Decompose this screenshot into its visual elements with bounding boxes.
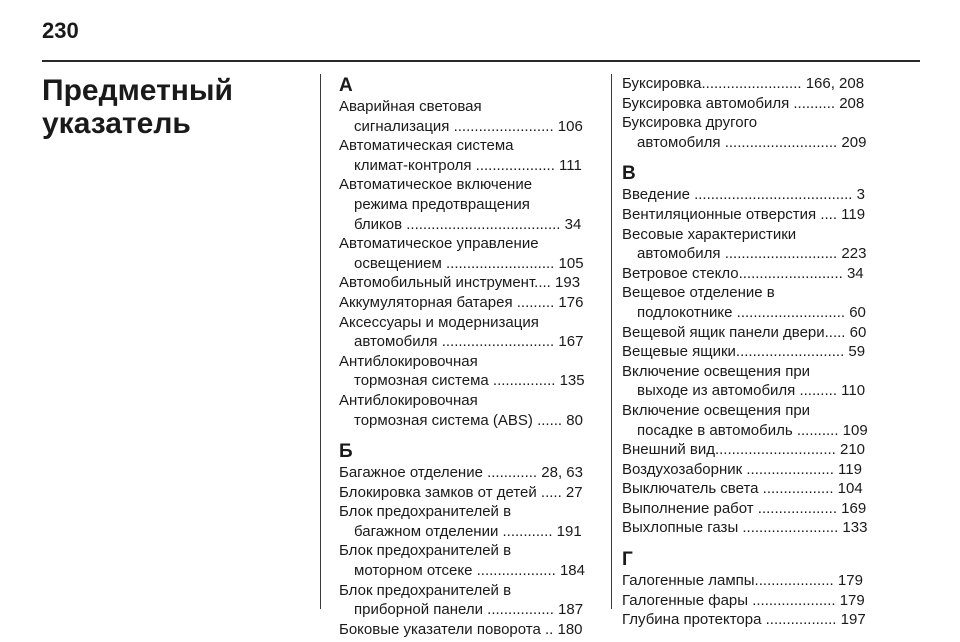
index-entry[interactable] [622,571,910,591]
index-section [622,74,910,152]
entry-continuation: освещением .......................... 105 [354,254,584,272]
entry-term: Аксессуары и модернизация [339,313,539,331]
section-letter: Г [622,549,633,571]
index-title [42,74,312,140]
index-entry[interactable] [622,283,910,322]
entry-term: Блок предохранителей в [339,542,512,560]
entry-term: Автоматическое включение [339,176,533,194]
index-entry[interactable] [622,401,910,440]
entry-continuation: тормозная система (ABS) ...... 80 [354,411,583,429]
index-entry[interactable] [622,225,910,264]
index-entry[interactable] [622,342,910,362]
index-entry[interactable] [622,591,910,611]
entry-term: Автоматическая система [339,137,514,155]
entry-continuation: сигнализация ........................ 106 [354,117,583,135]
entry-continuation: приборной панели ................ 187 [354,601,584,619]
entry-continuation: автомобиля ........................... 223 [637,245,867,263]
index-entry[interactable] [339,136,602,175]
entry-term: Глубина протектора ................. 197 [622,611,866,629]
index-entry[interactable] [622,323,910,343]
entry-term: Галогенные лампы................... 179 [622,572,863,590]
entry-term: Вентиляционные отверстия .... 119 [622,205,866,223]
entry-term: Выполнение работ ................... 169 [622,499,867,517]
index-entry[interactable] [339,541,602,580]
index-entry[interactable] [339,175,602,234]
index-entry[interactable] [622,264,910,284]
entry-term: Автоматическое управление [339,235,539,253]
entry-continuation: автомобиля ........................... 167 [354,333,584,351]
index-entry[interactable] [339,391,602,430]
entry-term: Ветровое стекло......................... 34 [622,264,864,282]
entry-term: Воздухозаборник ..................... 119 [622,460,862,478]
entry-term: Блок предохранителей в [339,503,512,521]
index-entry[interactable] [622,499,910,519]
entry-continuation: автомобиля ........................... 209 [637,133,867,151]
entry-term: Галогенные фары .................... 179 [622,591,865,609]
index-entry[interactable] [339,581,602,620]
page-number: 230 [42,18,79,43]
index-entry[interactable] [622,94,910,114]
section-letter: А [339,75,353,96]
entry-continuation: моторном отсеке ................... 184 [354,562,585,580]
entry-term: Блокировка замков от детей ..... 27 [339,483,583,501]
entry-term: Внешний вид............................. 210 [622,441,866,459]
header-rule [42,60,920,62]
entry-term: Выхлопные газы ....................... 133 [622,519,868,537]
section-letter: Б [339,441,353,463]
entry-term: Буксировка автомобиля .......... 208 [622,94,865,112]
index-section [622,548,910,630]
index-entry[interactable] [622,518,910,538]
entry-continuation: подлокотнике .......................... 60 [637,303,866,321]
entry-continuation: климат-контроля ................... 111 [354,156,582,174]
index-entry[interactable] [339,97,602,136]
entry-continuation: выходе из автомобиля ......... 110 [637,382,866,400]
entry-term: Вещевые ящики.......................... 59 [622,343,866,361]
index-entry[interactable] [339,352,602,391]
entry-term: Антиблокировочная [339,391,478,409]
index-entry[interactable] [339,483,602,503]
entry-term: Автомобильный инструмент.... 193 [339,274,581,292]
index-entry[interactable] [622,479,910,499]
index-section [339,74,602,430]
index-entry[interactable] [339,502,602,541]
index-section [622,162,910,538]
entry-term: Боковые указатели поворота .. 180 [339,620,583,638]
index-entry[interactable] [622,113,910,152]
entry-term: Антиблокировочная [339,352,478,370]
entry-term: Буксировка........................ 166, 208 [622,75,865,92]
entry-term: Аварийная световая [339,98,482,115]
index-entry[interactable] [622,74,910,94]
entry-term: Блок предохранителей в [339,581,512,599]
index-entry[interactable] [339,620,602,640]
entry-continuation: посадке в автомобиль .......... 109 [637,421,868,439]
index-entry[interactable] [622,460,910,480]
index-title-line-1: Предметный [42,74,233,107]
entry-term: Введение ...................................... 3 [622,186,865,204]
index-entry[interactable] [339,293,602,313]
index-column-1 [339,74,602,639]
entry-continuation: тормозная система ............... 135 [354,372,585,390]
index-entry[interactable] [339,273,602,293]
index-section [339,440,602,639]
entry-continuation: бликов ..................................... 34 [354,215,582,233]
entry-continuation: багажном отделении ............ 191 [354,522,582,540]
entry-term: Включение освещения при [622,401,811,419]
column-divider-left [320,74,321,609]
index-title-line-2: указатель [42,107,191,140]
entry-continuation: режима предотвращения [354,195,530,213]
entry-term: Буксировка другого [622,114,758,132]
entry-term: Включение освещения при [622,362,811,380]
index-column-2 [622,74,910,630]
entry-term: Багажное отделение ............ 28, 63 [339,464,583,482]
entry-term: Вещевой ящик панели двери..... 60 [622,323,867,341]
index-entry[interactable] [622,440,910,460]
column-divider-right [611,74,612,609]
section-letter: В [622,163,636,185]
entry-term: Вещевое отделение в [622,284,775,302]
index-entry[interactable] [339,313,602,352]
entry-term: Выключатель света ................. 104 [622,480,863,498]
entry-term: Аккумуляторная батарея ......... 176 [339,293,584,311]
index-entry[interactable] [622,610,910,630]
index-entry[interactable] [339,463,602,483]
index-entry[interactable] [339,234,602,273]
index-entry[interactable] [622,185,910,205]
index-entry[interactable] [622,205,910,225]
entry-term: Весовые характеристики [622,225,797,243]
index-entry[interactable] [622,362,910,401]
